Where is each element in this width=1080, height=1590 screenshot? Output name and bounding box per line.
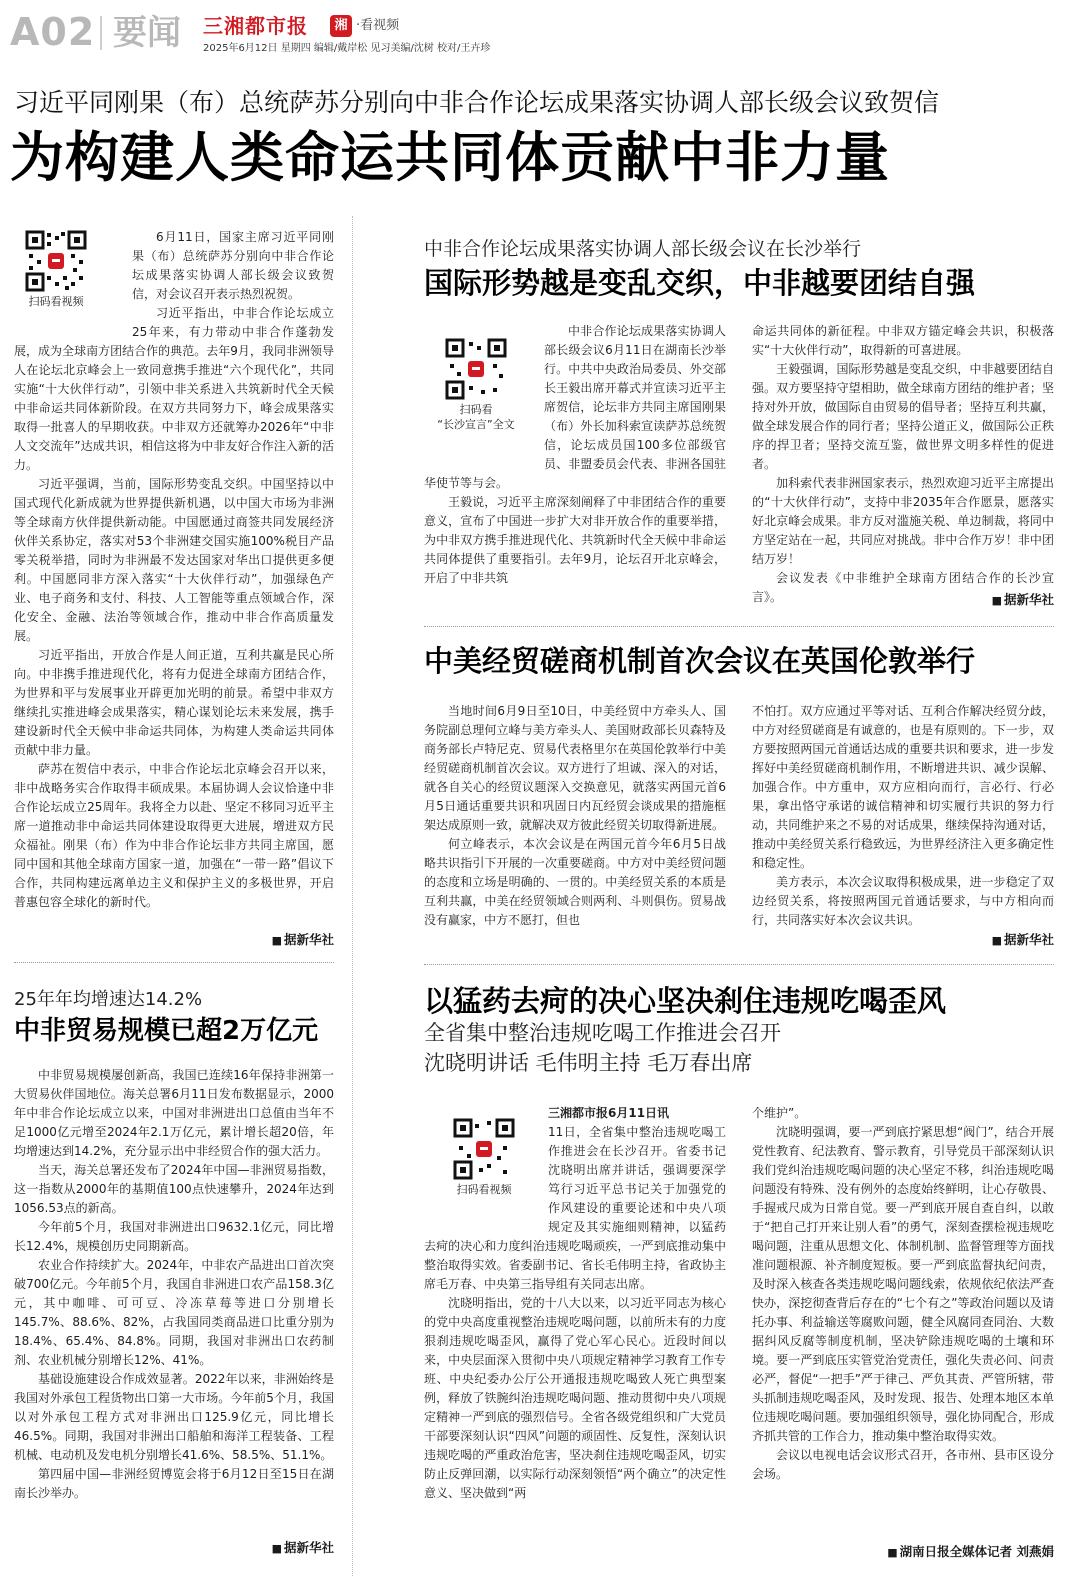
trade-column-2 — [752, 702, 1054, 932]
china-africa-paragraph: 农业合作持续扩大。2024年，中非农产品进出口首次突破700亿元。今年前5个月，我国自非洲进口农产品158.3亿元，其中咖啡、可可豆、冷冻草莓等进口分别增长145.7%、88.6%、82%，占我国同类商品进口比重分别为18.4%、65.4%、84.8%。同期，我国对非洲出口农药制剂、农业机械分别增长12%、41%。 — [14, 1258, 334, 1367]
lead-paragraph: 习近平强调，当前，国际形势变乱交织。中国坚持以中国式现代化新成就为世界提供新机遇，以中国大市场为非洲等全球南方伙伴提供新动能。中国愿通过商签共同发展经济伙伴关系协定，落实对53个非洲建交国实施100%税目产品零关税举措，同时为非洲最不发达国家对华出口提供更多便利。中国愿同非方深入落实“十大伙伴行动”，加强绿色产业、电子商务和支付、科技、人工智能等重点领域合作，深化安全、金融、法治等领域合作，推动中非合作高质量发展。 — [14, 477, 334, 643]
qr-spacer — [424, 1104, 548, 1230]
lead-article — [14, 228, 334, 948]
fma-paragraph: 王毅强调，国际形势越是变乱交织，中非越要团结自强。双方要坚持守望相助，做全球南方团结的维护者；坚持对外开放，做国际自由贸易的倡导者；坚持互利共赢，做全球发展合作的同行者；坚持公道正义，做国际公正秩序的捍卫者；坚持交流互鉴，做世界文明多样性的促进者。 — [752, 362, 1054, 471]
left-divider — [14, 962, 334, 963]
newspaper-brand: 三湘都市报 — [203, 14, 308, 38]
lead-paragraph: 习近平指出，开放合作是人间正道，互利共赢是民心所向。中非携手推进现代化，将有力促进全球南方团结合作，为世界和平与发展事业开辟更加光明的前景。希望中非双方继续扎实推进峰会成果落实，精心谋划论坛未来发展，携手建设新时代全天候中非命运共同体，为构建人类命运共同体贡献中非力量。 — [14, 648, 334, 757]
china-africa-paragraph: 今年前5个月，我国对非洲进出口9632.1亿元，同比增长12.4%，规模创历史同期新高。 — [14, 1220, 334, 1253]
brand-logo-icon: 湘 — [330, 15, 352, 37]
lead-paragraph: 萨苏在贺信中表示，中非合作论坛北京峰会召开以来，非中战略务实合作取得丰硕成果。本届协调人会议恰逢中非合作论坛成立25周年。我将全力以赴、坚定不移同习近平主席一道推动非中命运共同体建设取得更大进展，增进双方民众福祉。刚果（布）作为中非合作论坛非方共同主席国，愿同中国和其他全球南方国家一道，加强在“一带一路”倡议下合作，共同构建远离单边主义和保护主义的多极世界，开启普惠包容全球化的新时代。 — [14, 762, 334, 909]
fma-qr-caption: “长沙宣言”全文 — [437, 418, 515, 431]
masthead-divider — [100, 16, 102, 50]
fma-qr-caption: 扫码看 — [459, 403, 493, 416]
discipline-subtitle: 全省集中整治违规吃喝工作推进会召开 — [424, 1021, 781, 1045]
discipline-paragraph: 会议以电视电话会议形式召开，各市州、县市区设分会场。 — [752, 1448, 1054, 1481]
trade-source: ■ 据新华社 — [752, 930, 1054, 950]
trade-paragraph: 当地时间6月9日至10日，中美经贸中方牵头人、国务院副总理何立峰与美方牵头人、美国财政部长贝森特及商务部长卢特尼克、贸易代表格里尔在英国伦敦举行中美经贸磋商机制首次会议。双方进行了坦诚、深入的对话，就各自关心的经贸议题深入交换意见，就落实两国元首6月5日通话重要共识和巩固日内瓦经贸会谈成果的措施框架达成原则一致，就解决双方彼此经贸关切取得新进展。 — [424, 704, 726, 832]
lead-paragraph: 6月11日，国家主席习近平同刚果（布）总统萨苏分别向中非合作论坛成果落实协调人部长级会议致贺信，对会议召开表示热烈祝贺。 — [132, 230, 334, 301]
trade-column-1 — [424, 702, 726, 952]
china-africa-paragraph: 基础设施建设合作成效显著。2022年以来，非洲始终是我国对外承包工程货物出口第一大市场。今年前5个月，我国以对外承包工程方式对非洲出口125.9亿元，同比增长46.5%。同期，我国对非洲出口船舶和海洋工程装备、工程机械、电动机及发电机分别增长41.6%、58.5%、51.1%。 — [14, 1372, 334, 1462]
page-number: A02 — [10, 10, 96, 54]
lead-kicker: 习近平同刚果（布）总统萨苏分别向中非合作论坛成果落实协调人部长级会议致贺信 — [14, 88, 940, 117]
fma-column-1 — [424, 322, 726, 612]
discipline-column-2 — [752, 1104, 1054, 1542]
right-divider — [424, 626, 1054, 627]
fma-headline: 国际形势越是变乱交织，中非越要团结自强 — [424, 266, 976, 300]
discipline-paragraph: 11日，全省集中整治违规吃喝工作推进会在长沙召开。省委书记沈晓明出席并讲话，强调要深学笃行习近平总书记关于加强党的作风建设的重要论述和中央八项规定及其实施细则精神，以猛药去疴的决心和力度纠治违规吃喝顽疾，一严到底推动集中整治取得实效。省委副书记、省长毛伟明主持，省政协主席毛万春、中央第三指导组有关同志出席。 — [424, 1125, 726, 1291]
china-africa-headline: 中非贸易规模已超2万亿元 — [14, 1016, 319, 1046]
discipline-headline: 以猛药去疴的决心坚决刹住违规吃喝歪风 — [424, 984, 947, 1018]
fma-paragraph: 中非合作论坛成果落实协调人部长级会议6月11日在湖南长沙举行。中共中央政治局委员、外交部长王毅出席开幕式并宣读习近平主席贺信，论坛非方共同主席国刚果（布）外长加科索宣读萨苏总统贺信，论坛成员国100多位部级官员、非盟委员会代表、非洲各国驻华使节等与会。 — [424, 324, 726, 490]
fma-source: ■ 据新华社 — [752, 590, 1054, 610]
china-africa-article — [14, 1066, 334, 1536]
right-divider — [424, 964, 1054, 965]
discipline-qr-caption: 扫码看视频 — [456, 1183, 512, 1196]
lead-paragraph: 习近平指出，中非合作论坛成立25年来，有力带动中非合作蓬勃发展，成为全球南方团结合作的典范。去年9月，我同非洲领导人在论坛北京峰会上一致同意携手推进“六个现代化”，共同实施“十大伙伴行动”，引领中非关系进入共筑新时代全天候中非命运共同体新阶段。在双方共同努力下，峰会成果落实取得一批喜人的早期收获。中非双方还就筹办2026年“中非人文交流年”达成共识，相信这将为中非友好合作注入新的活力。 — [14, 306, 334, 472]
fma-paragraph: 会议发表《中非维护全球南方团结合作的长沙宣言》。 — [752, 571, 1054, 604]
trade-stat-kicker: 25年年均增速达14.2% — [14, 989, 203, 1010]
discipline-dateline: 三湘都市报6月11日讯 — [548, 1106, 670, 1120]
trade-paragraph: 美方表示，本次会议取得积极成果，进一步稳定了双边经贸关系，将按照两国元首通话要求，与中方相向而行，共同落实好本次会议共识。 — [752, 875, 1054, 927]
video-tag: ·看视频 — [356, 18, 400, 33]
lead-headline: 为构建人类命运共同体贡献中非力量 — [10, 126, 890, 189]
discipline-column-1 — [424, 1104, 726, 1544]
discipline-subtitle: 沈晓明讲话 毛伟明主持 毛万春出席 — [424, 1051, 753, 1075]
fma-kicker: 中非合作论坛成果落实协调人部长级会议在长沙举行 — [424, 238, 862, 260]
trade-paragraph: 何立峰表示，本次会议是在两国元首今年6月5日战略共识指引下开展的一次重要磋商。中方对中美经贸问题的态度和立场是明确的、一贯的。中美经贸关系的本质是互利共赢，中美在经贸领域合则两利、斗则俱伤。贸易战没有赢家，中方不愿打，但也 — [424, 837, 726, 927]
lead-qr-caption: 扫码看视频 — [28, 295, 84, 308]
discipline-paragraph: 沈晓明指出，党的十八大以来，以习近平同志为核心的党中央高度重视整治违规吃喝问题，以前所未有的力度狠刹违规吃喝歪风，赢得了党心军心民心。近段时间以来，中央层面深入贯彻中央八项规定精神学习教育工作专班、中央纪委办公厅公开通报违规吃喝致人死亡典型案例，释放了铁腕纠治违规吃喝问题、推动贯彻中央八项规定精神一严到底的强烈信号。全省各级党组织和广大党员干部要深刻认识“四风”问题的顽固性、反复性，深刻认识违规吃喝的严重政治危害，坚决刹住违规吃喝歪风，切实防止反弹回潮，以实际行动深刻领悟“两个确立”的决定性意义、坚决做到“两 — [424, 1296, 726, 1500]
trade-paragraph: 不怕打。双方应通过平等对话、互利合作解决经贸分歧，中方对经贸磋商是有诚意的，也是有原则的。下一步，双方要按照两国元首通话达成的重要共识和要求，进一步发挥好中美经贸磋商机制作用，不断增进共识、减少误解、加强合作。中方重申，双方应相向而行，言必行、行必果，拿出恪守承诺的诚信精神和切实履行共识的努力行动，共同维护来之不易的对话成果，继续保持沟通对话，推动中美经贸关系行稳致远，为世界经济注入更多确定性和稳定性。 — [752, 704, 1054, 870]
qr-spacer — [424, 322, 544, 472]
lead-source: ■ 据新华社 — [14, 930, 334, 950]
discipline-paragraph: 个维护”。 — [752, 1106, 807, 1120]
lead-qr-block[interactable] — [14, 230, 120, 336]
china-africa-source: ■ 据新华社 — [14, 1538, 334, 1558]
china-africa-paragraph: 第四届中国—非洲经贸博览会将于6月12日至15日在湖南长沙举办。 — [14, 1467, 334, 1500]
fma-paragraph: 加科索代表非洲国家表示，热烈欢迎习近平主席提出的“十大伙伴行动”，支持中非2035年合作愿景，愿落实好北京峰会成果。非方反对滥施关税、单边制裁，将同中方坚定站在一起，共同应对挑战。非中合作万岁！非中团结万岁！ — [752, 476, 1054, 566]
trade-headline: 中美经贸磋商机制首次会议在英国伦敦举行 — [424, 644, 976, 678]
discipline-source: ■ 湖南日报全媒体记者 刘燕娟 — [752, 1542, 1054, 1562]
fma-paragraph: 王毅说，习近平主席深刻阐释了中非团结合作的重要意义，宣布了中国进一步扩大对非开放合作的重要举措，为中非双方携手推进现代化、共筑新时代全天候中非命运共同体提供了重要指引。去年9月，论坛召开北京峰会，开启了中非共筑 — [424, 495, 726, 585]
issue-meta: 2025年6月12日 星期四 编辑/戴岸松 见习美编/沈树 校对/王卉珍 — [203, 43, 491, 54]
section-name: 要闻 — [113, 13, 181, 53]
china-africa-paragraph: 中非贸易规模屡创新高，我国已连续16年保持非洲第一大贸易伙伴国地位。海关总署6月11日发布数据显示，2000年中非合作论坛成立以来，中国对非洲进出口总值由当年不足1000亿元增至2024年2.1万亿元，累计增长超20倍，年均增速达到14.2%，充分显示出中非经贸合作的强大活力。 — [14, 1068, 334, 1158]
discipline-paragraph: 沈晓明强调，要一严到底拧紧思想“阀门”，结合开展党性教育、纪法教育、警示教育，引导党员干部深刻认识我们党纠治违规吃喝问题的决心坚定不移，纠治违规吃喝问题没有特殊、没有例外的态度始终鲜明，让心存敬畏、手握戒尺成为日常自觉。要一严到底开展自查自纠，以敢于“把自己打开来让别人看”的勇气，深刻查摆检视违规吃喝问题，注重从思想文化、体制机制、监督管理等方面找准问题根源、补齐制度短板。要一严到底监督执纪问责，及时深入核查各类违规吃喝问题线索，依规依纪依法严查快办，深挖彻查背后存在的“七个有之”等政治问题以及请托办事、利益输送等腐败问题，健全风腐同查同治、大数据纠风反腐等制度机制，坚决铲除违规吃喝的土壤和环境。要一严到底压实管党治党责任，强化失责必问、问责必严，督促“一把手”严于律己、严负其责、严管所辖，带头抓制违规吃喝歪风，及时发现、报告、处理本地区本单位违规吃喝问题。要加强组织领导，强化协同配合，形成齐抓共管的工作合力，推动集中整治取得实效。 — [752, 1125, 1054, 1443]
fma-column-2 — [752, 322, 1054, 612]
china-africa-paragraph: 当天，海关总署还发布了2024年中国—非洲贸易指数，这一指数从2000年的基期值100点快速攀升，2024年达到1056.53点的新高。 — [14, 1163, 334, 1215]
column-separator — [352, 216, 354, 1576]
fma-paragraph: 命运共同体的新征程。中非双方锚定峰会共识，积极落实“十大伙伴行动”，取得新的可喜进展。 — [752, 324, 1054, 357]
qr-code-icon[interactable] — [25, 230, 87, 292]
